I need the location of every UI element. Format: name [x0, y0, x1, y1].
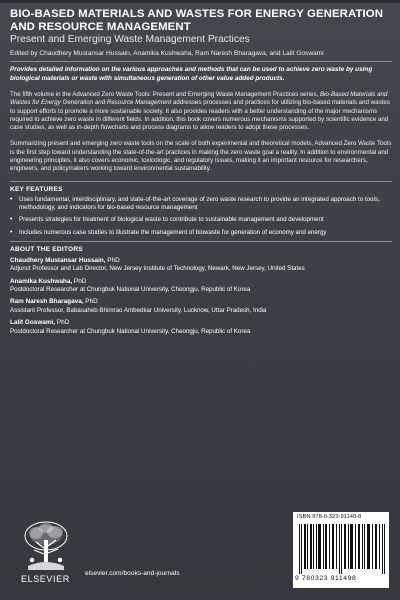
barcode-digits: 9 780323 911498: [295, 575, 357, 582]
about-editors-heading: ABOUT THE EDITORS: [10, 245, 83, 253]
editor-name: [10, 278, 392, 287]
editor-name-text: Lalit Goswami,: [10, 319, 56, 327]
list-item: • Includes numerous case studies to illustrate the management of biowaste for generation of economy and energy: [10, 229, 392, 237]
editor-affiliation: Postdoctoral Researcher at Chungbuk National University, Cheongju, Republic of Korea: [10, 286, 251, 294]
editor-name: [10, 319, 392, 328]
editor-name-text: Chaudhery Mustansar Hussain,: [10, 256, 106, 264]
elsevier-tree-logo-icon: [22, 520, 70, 572]
editor-name: [10, 257, 392, 266]
para1-text-after: addresses processes and practices for utilizing bio-based materials and wastes to support efforts to promote a more sustainable society. It also provides readers with a better understanding of the major mechanisms required to achieve zero waste in different fields. In addition, this book covers numerous mechanisms supported by scientific evidence and case studies, as well as in-depth flowcharts and process diagrams to allow readers to adopt these processes.: [10, 99, 390, 132]
list-item: • Presents strategies for treatment of biological waste to contribute to sustainable management and development: [10, 216, 392, 224]
editor-name-text: Ram Naresh Bharagava,: [10, 298, 84, 306]
key-features-list: [10, 196, 392, 237]
description-paragraph-1: [10, 91, 392, 132]
editor-entry: [10, 298, 392, 315]
editor-affiliation: Assistant Professor, Babasaheb Bhimrao Ambedkar University, Lucknow, Uttar Pradesh, India: [10, 306, 267, 314]
publisher-url[interactable]: elsevier.com/books-and-journals: [85, 570, 180, 577]
cover-content: [10, 8, 392, 336]
book-subtitle: Present and Emerging Waste Management Practices: [10, 34, 250, 45]
description-paragraph-2: Summarizing present and emerging zero waste tools on the scale of both experimental and theoretical models, Advanced Zero Waste Tools is the first step toward understanding the state-of-the-art practices in making the zero waste goal a reality. In addition to environmental and engineering principles, it also covers economic, toxicologic, and regulatory issues, making it an important resource for researchers, engineers, and policymakers working toward environmental sustainability.: [10, 140, 392, 173]
editor-degree: PhD: [72, 277, 87, 285]
editor-degree: PhD: [83, 298, 98, 306]
editor-affiliation: Adjunct Professor and Lab Director, New Jersey Institute of Technology, Newark, New Jersey, United States: [10, 265, 305, 273]
list-item: • Uses fundamental, interdisciplinary, and state-of-the-art coverage of zero waste research to provide an integrated approach to tools, methodology, and indicators for bio-based resource management: [10, 196, 392, 213]
book-title: BIO-BASED MATERIALS AND WASTES FOR ENERGY GENERATION AND RESOURCE MANAGEMENT: [10, 8, 384, 33]
barcode-panel: [293, 512, 389, 588]
editor-affiliation: Postdoctoral Researcher at Chungbuk National University, Cheongju, Republic of Korea: [10, 327, 251, 335]
para1-book-title: Bio-Based Materials and Wastes for Energy Generation and Resource Management: [10, 91, 388, 107]
editor-entry: [10, 319, 392, 336]
editor-entry: [10, 257, 392, 274]
publisher-name: ELSEVIER: [21, 574, 70, 584]
key-features-heading: KEY FEATURES: [10, 185, 63, 193]
isbn-text: ISBN 978-0-323-91149-8: [297, 514, 362, 520]
top-rule: [0, 0, 400, 3]
divider: [10, 181, 392, 182]
editor-name: [10, 298, 392, 307]
divider: [10, 61, 392, 62]
editor-degree: PhD: [105, 256, 120, 264]
editor-entry: [10, 278, 392, 295]
barcode-icon: [299, 524, 385, 574]
para1-text-before: The fifth volume in the Advanced Zero Waste Tools: Present and Emerging Waste Management Practices series,: [10, 91, 320, 98]
editor-degree: PhD: [55, 319, 70, 327]
lead-paragraph: Provides detailed information on the various approaches and methods that can be used to achieve zero waste by using biological materials or waste with simultaneous generation of other value added products.: [10, 66, 373, 82]
divider: [10, 241, 392, 242]
editors-line: Edited by Chaudhery Mustansar Hussain, Anamika Kushwaha, Ram Naresh Bharagava, and Lalit Goswami: [10, 50, 324, 57]
editor-name-text: Anamika Kushwaha,: [10, 277, 73, 285]
